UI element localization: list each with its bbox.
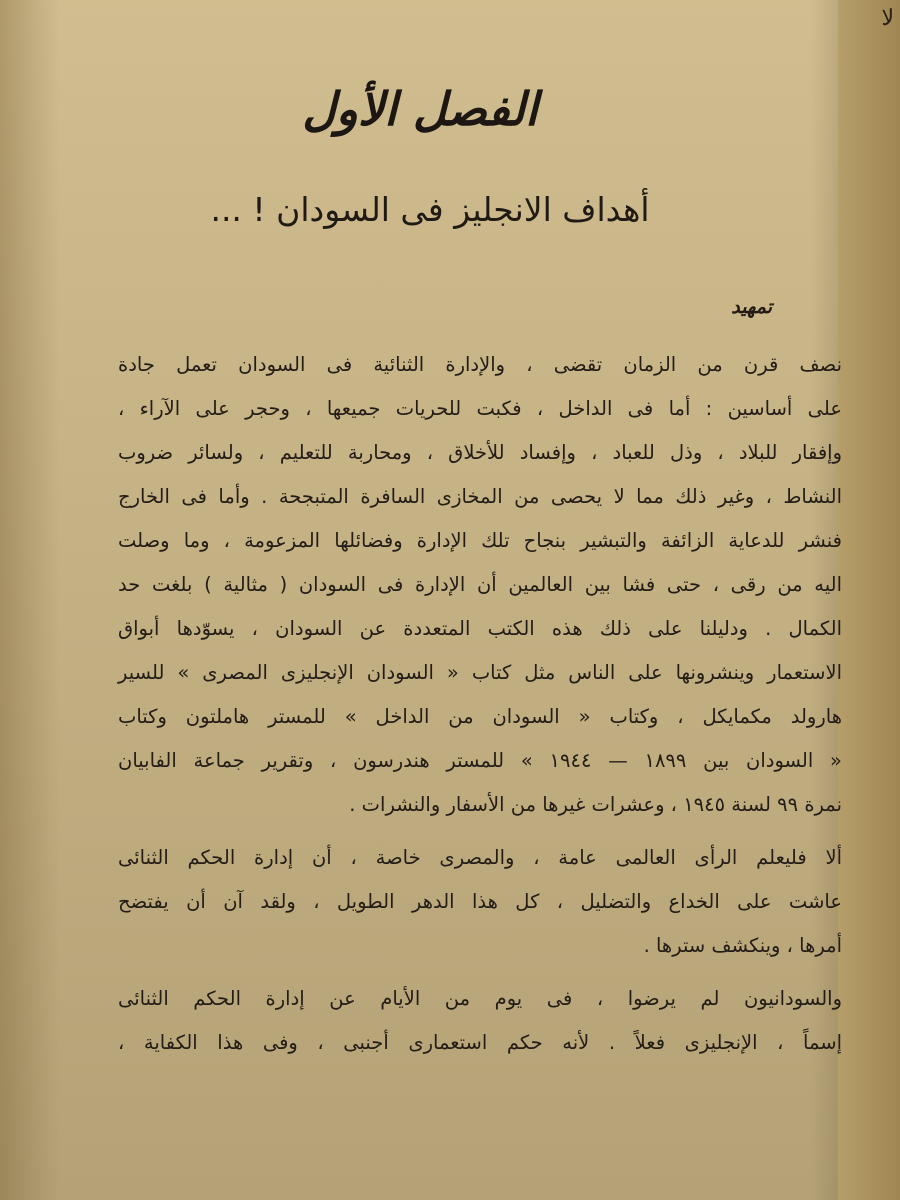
text-line: نمرة ٩٩ لسنة ١٩٤٥ ، وعشرات غيرها من الأسفار والنشرات . bbox=[349, 793, 842, 816]
text-line: نصف قرن من الزمان تقضى ، والإدارة الثنائية فى السودان تعمل جادة bbox=[118, 353, 842, 376]
text-line: على أساسين : أما فى الداخل ، فكبت للحريات جميعها ، وحجر على الآراء ، bbox=[118, 397, 842, 420]
chapter-title: الفصل الأول bbox=[302, 82, 538, 136]
paragraph bbox=[118, 836, 842, 968]
text-line: فنشر للدعاية الزائفة والتبشير بنجاح تلك الإدارة وفضائلها المزعومة ، وما وصلت bbox=[118, 529, 842, 552]
text-line: « السودان بين ١٨٩٩ — ١٩٤٤ » للمستر هندرسون ، وتقرير جماعة الفابيان bbox=[118, 749, 842, 772]
corner-mark: لا bbox=[881, 6, 894, 31]
text-line: أمرها ، وينكشف سترها . bbox=[643, 934, 842, 957]
text-line: اليه من رقى ، حتى فشا بين العالمين أن الإدارة فى السودان ( مثالية ) بلغت حد bbox=[118, 573, 842, 596]
text-line: الكمال . ودليلنا على ذلك هذه الكتب المتعددة عن السودان ، يسوّدها أبواق bbox=[118, 617, 842, 640]
text-line: ألا فليعلم الرأى العالمى عامة ، والمصرى خاصة ، أن إدارة الحكم الثنائى bbox=[118, 846, 842, 869]
body-text bbox=[118, 343, 842, 1074]
chapter-subtitle: أهداف الانجليز فى السودان ! ... bbox=[210, 190, 650, 229]
paragraph bbox=[118, 343, 842, 827]
text-line: إسماً ، الإنجليزى فعلاً . لأنه حكم استعمارى أجنبى ، وفى هذا الكفاية ، bbox=[118, 1031, 842, 1054]
text-line: الاستعمار وينشرونها على الناس مثل كتاب « السودان الإنجليزى المصرى » للسير bbox=[118, 661, 842, 684]
paragraph bbox=[118, 977, 842, 1065]
text-line: وإفقار للبلاد ، وذل للعباد ، وإفساد للأخلاق ، ومحاربة للتعليم ، ولسائر ضروب bbox=[118, 441, 842, 464]
adjacent-page-edge bbox=[838, 0, 900, 1200]
text-line: النشاط ، وغير ذلك مما لا يحصى من المخازى السافرة المتبجحة . وأما فى الخارج bbox=[118, 485, 842, 508]
section-label: تمهيد bbox=[731, 296, 772, 318]
text-line: عاشت على الخداع والتضليل ، كل هذا الدهر الطويل ، ولقد آن أن يفتضح bbox=[118, 890, 842, 913]
text-line: هارولد مكمايكل ، وكتاب « السودان من الداخل » للمستر هاملتون وكتاب bbox=[118, 705, 842, 728]
text-line: والسودانيون لم يرضوا ، فى يوم من الأيام عن إدارة الحكم الثنائى bbox=[118, 987, 842, 1010]
